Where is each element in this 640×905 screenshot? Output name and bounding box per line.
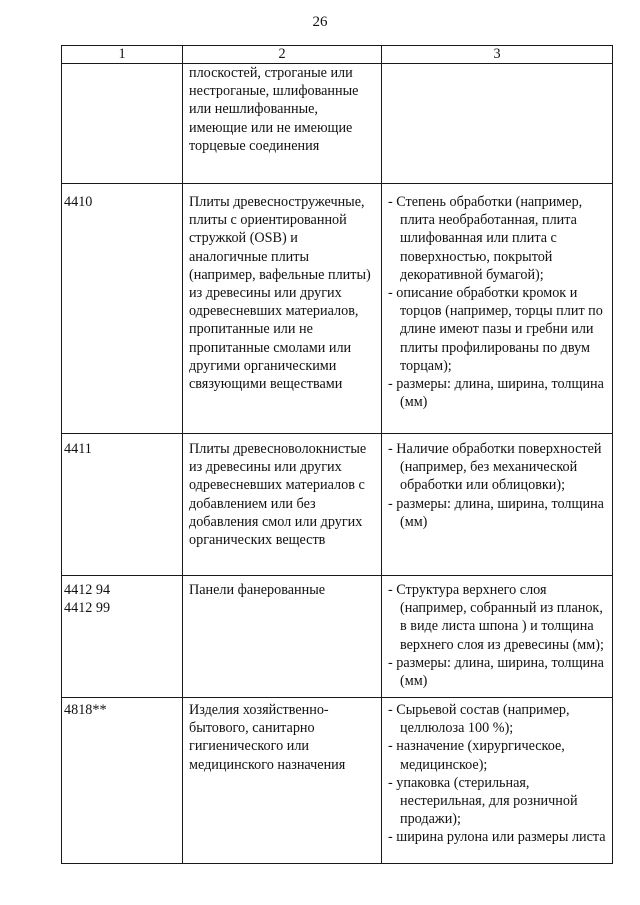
code-cell [62, 184, 183, 434]
table-row [62, 184, 613, 434]
list-item: - упаковка (стерильная, нестерильная, для розничной продажи); [388, 774, 578, 828]
list-item: - описание обработки кромок и торцов (например, торцы плит по длине имеют пазы и гребни или плиты профилированы по двум торцам); [388, 285, 603, 374]
attributes-cell [382, 64, 613, 184]
list-item: - размеры: длина, ширина, толщина (мм) [388, 376, 604, 411]
name-cell [183, 64, 382, 184]
name-cell [183, 698, 382, 864]
column-header-2: 2 [183, 46, 382, 64]
attributes-cell [382, 434, 613, 576]
table-row [62, 698, 613, 864]
tn-ved-code: 4818** [64, 702, 107, 718]
list-item: - Наличие обработки поверхностей (например, без механической обработки или облицовки); [388, 441, 602, 494]
product-name: Изделия хозяйственно-бытового, санитарно гигиенического или медицинского назначения [189, 702, 346, 773]
product-name: Плиты древесностружечные, плиты с ориентированной стружкой (OSB) и аналогичные плиты (например, вафельные плиты) из древесины или других одревесневших материалов, пропитанные или не пропитанные смолами или другими органическими связующими веществами [189, 194, 371, 393]
code-cell [62, 576, 183, 698]
tn-ved-code: 4410 [64, 194, 93, 210]
code-cell [62, 64, 183, 184]
code-cell [62, 698, 183, 864]
column-header-3: 3 [382, 46, 613, 64]
attributes-cell [382, 576, 613, 698]
name-cell [183, 434, 382, 576]
tn-ved-code: 4411 [64, 441, 92, 457]
page-number: 26 [312, 14, 328, 30]
tn-ved-code: 4412 99 [64, 600, 111, 617]
code-cell [62, 434, 183, 576]
product-name: Панели фанерованные [189, 582, 326, 598]
list-item: - ширина рулона или размеры листа [388, 829, 606, 846]
list-item: - назначение (хирургическое, медицинское); [388, 738, 565, 773]
header-row [62, 46, 613, 64]
list-item: - Степень обработки (например, плита необработанная, плита шлифованная или плита с поверхностью, покрытой декоративной бумагой); [388, 194, 583, 283]
column-header-1: 1 [62, 46, 183, 64]
table-row [62, 576, 613, 698]
attributes-cell [382, 698, 613, 864]
list-item: - размеры: длина, ширина, толщина (мм) [388, 495, 604, 530]
list-item: - Структура верхнего слоя (например, собранный из планок, в виде листа шпона ) и толщина верхнего слоя из древесины (мм); [388, 582, 604, 653]
name-cell [183, 184, 382, 434]
table-row [62, 434, 613, 576]
list-item: - Сырьевой состав (например, целлюлоза 100 %); [388, 702, 570, 737]
tn-ved-code: 4412 94 [64, 582, 111, 598]
classification-table [61, 45, 613, 864]
attributes-cell [382, 184, 613, 434]
list-item: - размеры: длина, ширина, толщина (мм) [388, 654, 604, 690]
name-cell [183, 576, 382, 698]
product-name: плоскостей, строганые или нестроганые, шлифованные или нешлифованные, имеющие или не имеющие торцевые соединения [189, 65, 359, 154]
product-name: Плиты древесноволокнистые из древесины или других одревесневших материалов с добавлением или без добавления смол или других органических веществ [189, 441, 367, 549]
table-row [62, 64, 613, 184]
